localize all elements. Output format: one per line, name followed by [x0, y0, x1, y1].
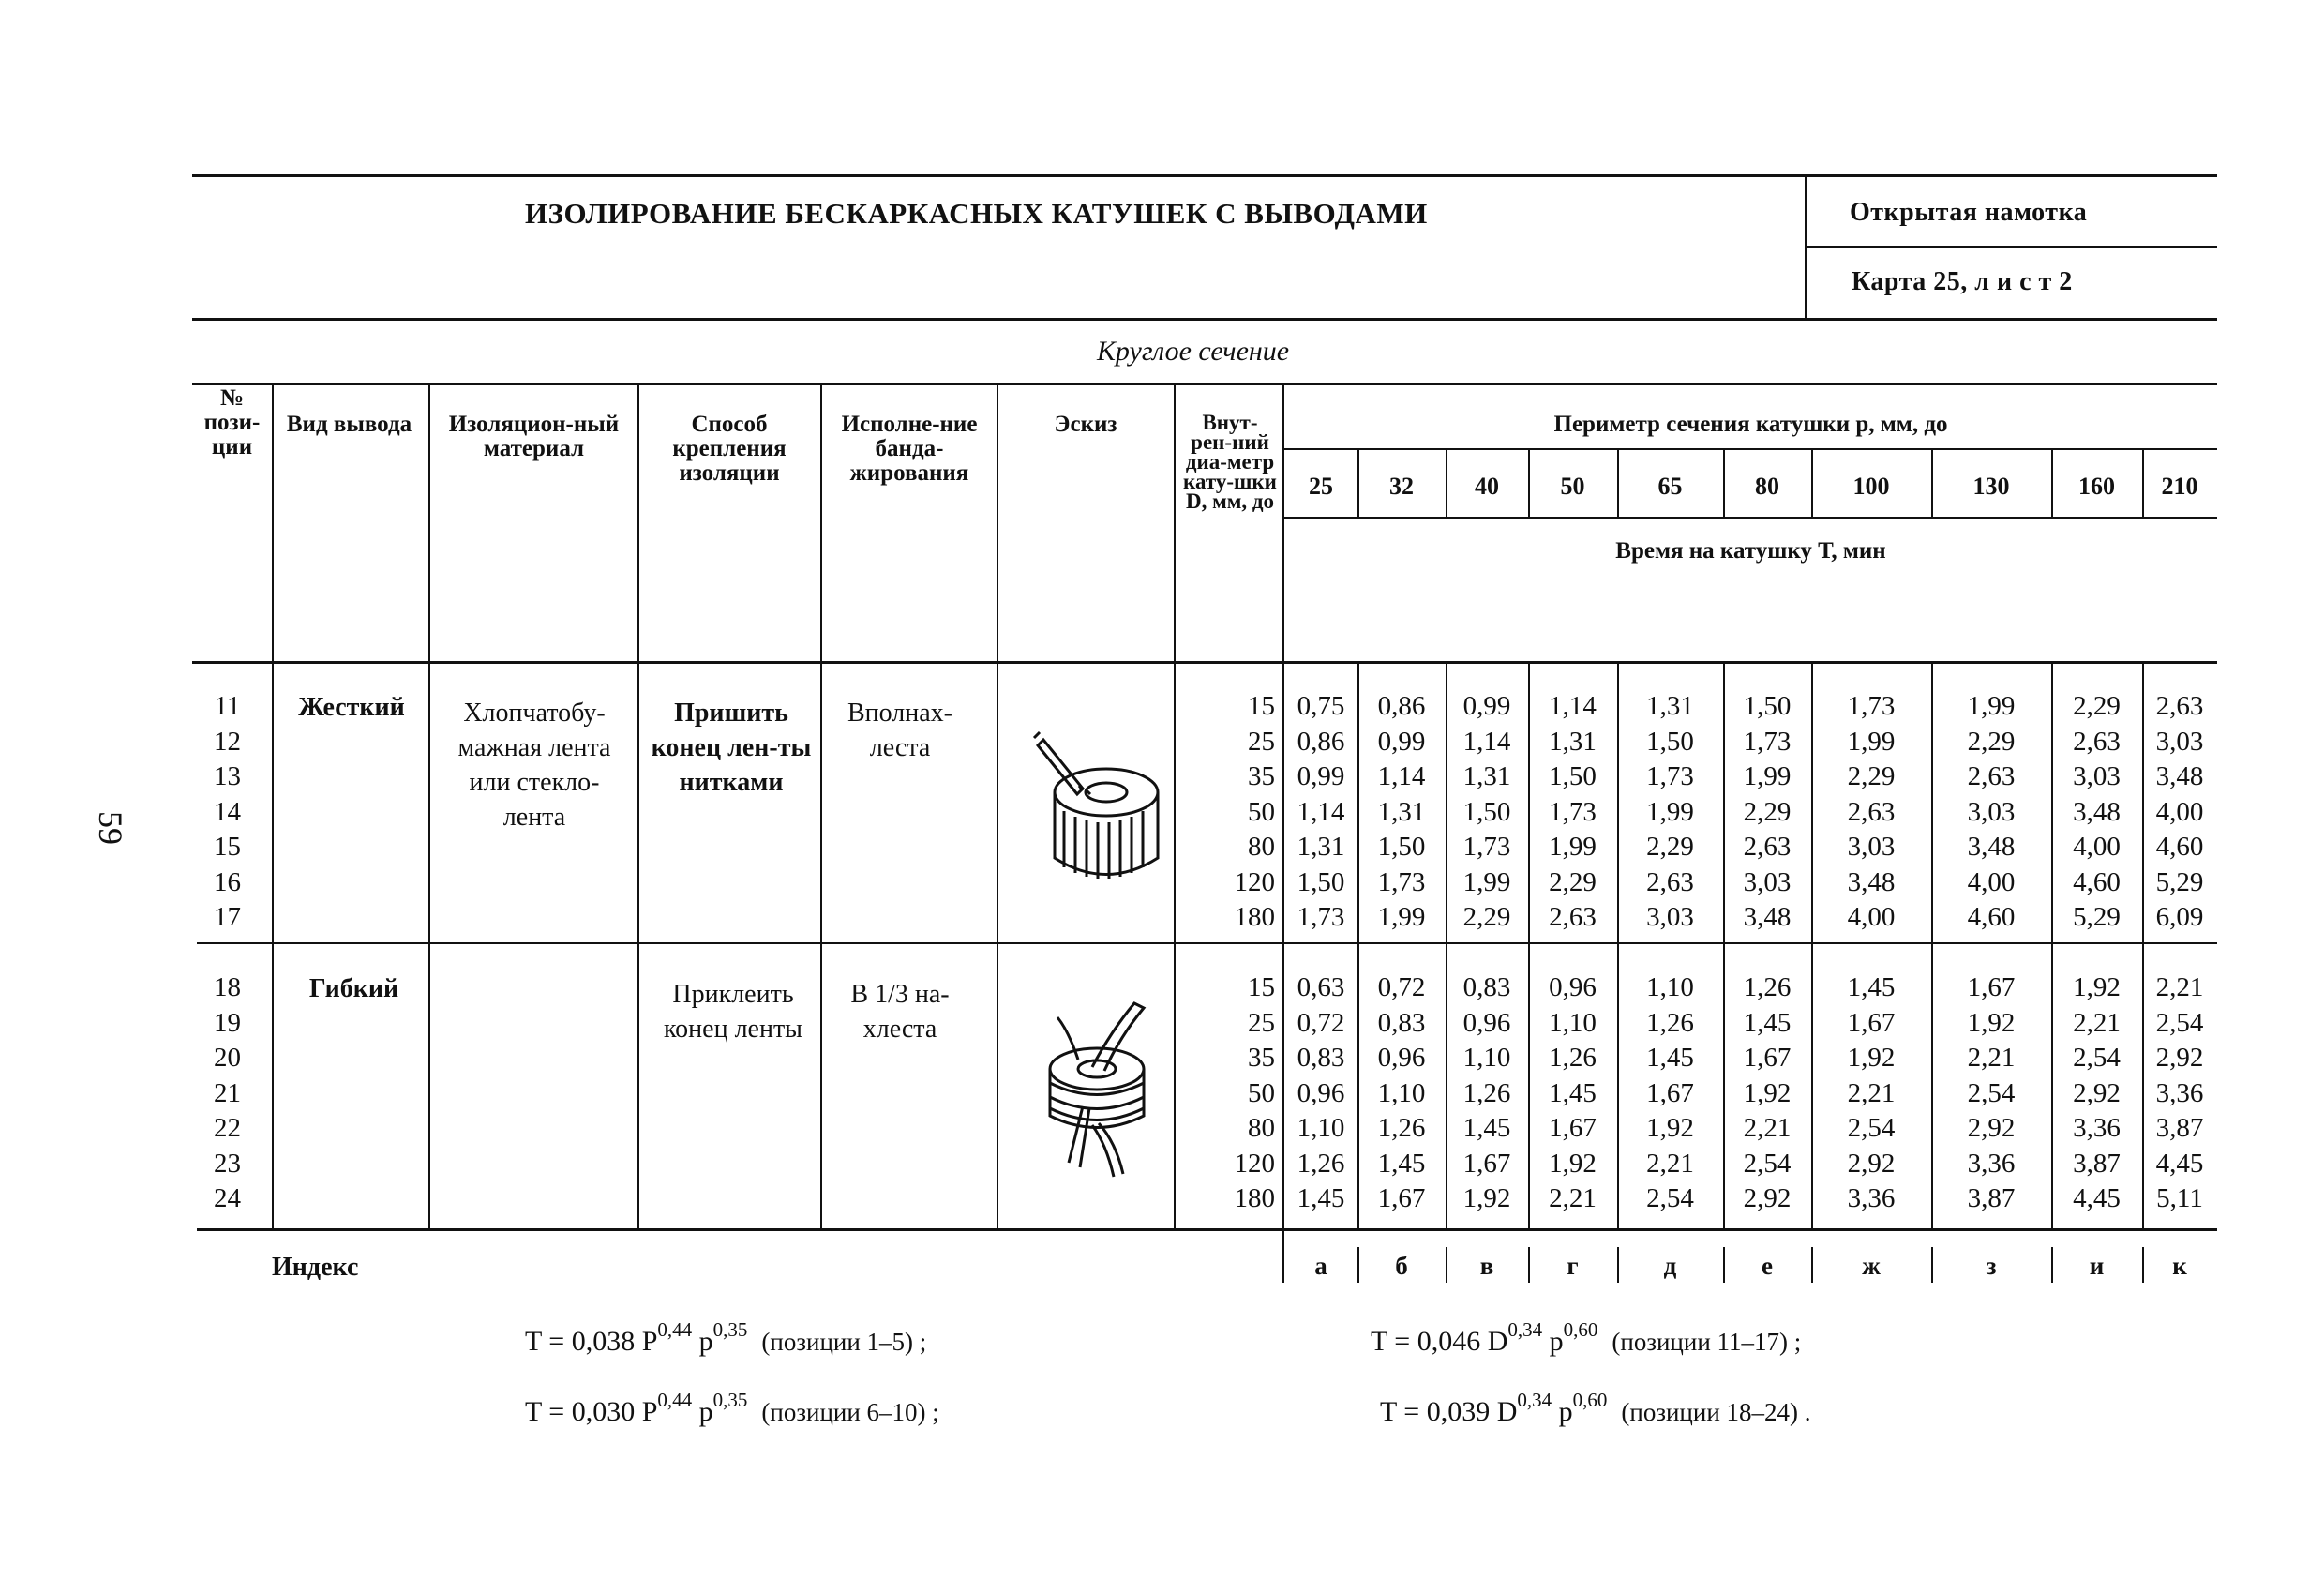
- diameter-value: 120: [1234, 1148, 1275, 1179]
- time-value: 1,92: [1549, 1148, 1597, 1179]
- time-value: 5,29: [2155, 866, 2204, 897]
- time-value: 1,31: [1297, 832, 1345, 862]
- perimeter-value-25: 25: [1309, 473, 1333, 500]
- time-value: 1,67: [1847, 1007, 1896, 1038]
- time-value: 3,36: [2073, 1113, 2121, 1143]
- col-header-material: Изоляцион-ный материал: [448, 412, 620, 461]
- time-value: 2,29: [1549, 866, 1597, 897]
- col-line-1: [272, 383, 274, 1231]
- time-value: 1,73: [1646, 761, 1694, 791]
- perimeter-value-130: 130: [1972, 473, 2010, 500]
- formula-4: T = 0,039 D$^{0,34}$ $p^{0,60}$ (позиции 18–24) .: [1380, 1389, 1811, 1427]
- time-value: 2,63: [1743, 832, 1792, 862]
- group-divider-rule: [197, 942, 2217, 944]
- time-value: 3,36: [2155, 1077, 2204, 1108]
- time-value: 2,92: [2073, 1077, 2121, 1108]
- diameter-value: 50: [1248, 1077, 1275, 1108]
- group-flexible-positions: [192, 970, 262, 1217]
- col-header-sketch: Эскиз: [1054, 412, 1117, 437]
- time-value: 1,26: [1462, 1077, 1511, 1108]
- time-value: 2,21: [1743, 1113, 1792, 1143]
- position-number: 21: [214, 1077, 241, 1108]
- time-value: 1,45: [1646, 1043, 1694, 1073]
- time-value: 2,54: [2155, 1007, 2204, 1038]
- time-value: 1,67: [1743, 1043, 1792, 1073]
- time-value: 0,75: [1297, 691, 1345, 721]
- time-value: 0,96: [1549, 972, 1597, 1002]
- time-value: 2,92: [1967, 1113, 2016, 1143]
- position-number: 24: [214, 1183, 241, 1213]
- section-subtitle: Круглое сечение: [1097, 336, 1290, 367]
- col-header-time: Время на катушку Т, мин: [1615, 538, 1886, 564]
- time-value: 4,00: [1847, 902, 1896, 932]
- time-value: 2,54: [1743, 1148, 1792, 1179]
- time-value: 1,45: [1549, 1077, 1597, 1108]
- time-value: 1,10: [1462, 1043, 1511, 1073]
- col-line-6: [1174, 383, 1176, 1231]
- diameter-value: 25: [1248, 726, 1275, 757]
- time-value: 2,21: [2155, 972, 2204, 1002]
- time-value: 1,92: [1847, 1043, 1896, 1073]
- position-number: 14: [214, 796, 241, 827]
- time-value: 1,45: [1297, 1183, 1345, 1213]
- index-letter-8: и: [2089, 1252, 2105, 1280]
- time-value: 1,50: [1549, 761, 1597, 791]
- time-value: 5,11: [2156, 1183, 2203, 1213]
- time-value: 1,92: [1462, 1183, 1511, 1213]
- time-value: 1,10: [1377, 1077, 1426, 1108]
- time-value: 3,03: [1847, 832, 1896, 862]
- time-value: 0,86: [1297, 726, 1345, 757]
- time-value: 1,92: [1743, 1077, 1792, 1108]
- winding-type: Открытая намотка: [1850, 198, 2088, 227]
- time-value: 1,67: [1462, 1148, 1511, 1179]
- time-value: 2,21: [2073, 1007, 2121, 1038]
- diameter-value: 50: [1248, 796, 1275, 827]
- header-divider: [1805, 174, 1807, 321]
- diameter-value: 180: [1234, 902, 1275, 932]
- time-value: 3,03: [1646, 902, 1694, 932]
- time-value: 1,31: [1549, 726, 1597, 757]
- time-value: 6,09: [2155, 902, 2204, 932]
- perimeter-value-40: 40: [1475, 473, 1499, 500]
- time-value: 2,63: [2155, 691, 2204, 721]
- perimeter-header-rule: [1284, 448, 2217, 450]
- time-value: 0,99: [1462, 691, 1511, 721]
- time-value: 1,73: [1462, 832, 1511, 862]
- position-number: 15: [214, 832, 241, 862]
- top-rule: [192, 174, 2217, 177]
- time-value: 1,99: [1743, 761, 1792, 791]
- time-value: 1,67: [1377, 1183, 1426, 1213]
- time-value: 3,48: [1743, 902, 1792, 932]
- time-value: 0,83: [1462, 972, 1511, 1002]
- time-value: 1,92: [1646, 1113, 1694, 1143]
- group-rigid-positions: [192, 689, 262, 936]
- time-header-rule: [1284, 517, 2217, 519]
- table-bottom-rule: [197, 1228, 2217, 1231]
- time-value: 3,48: [1967, 832, 2016, 862]
- diameter-value: 35: [1248, 761, 1275, 791]
- time-value: 1,67: [1549, 1113, 1597, 1143]
- time-value: 1,99: [1377, 902, 1426, 932]
- position-number: 20: [214, 1043, 241, 1073]
- col-line-2: [428, 383, 430, 1231]
- col-line-5: [997, 383, 998, 1231]
- index-letter-0: а: [1314, 1252, 1327, 1280]
- table-header-bottom-rule: [192, 661, 2217, 664]
- time-value: 1,50: [1743, 691, 1792, 721]
- fastening-rigid: Пришить конец лен-ты нитками: [651, 699, 812, 797]
- header-right-rule: [1805, 246, 2217, 248]
- time-value: 1,14: [1462, 726, 1511, 757]
- time-value: 1,26: [1297, 1148, 1345, 1179]
- time-value: 2,54: [1847, 1113, 1896, 1143]
- time-value: 1,14: [1377, 761, 1426, 791]
- position-number: 18: [214, 972, 241, 1002]
- time-value: 3,87: [2073, 1148, 2121, 1179]
- time-value: 2,63: [1967, 761, 2016, 791]
- perimeter-value-80: 80: [1755, 473, 1779, 500]
- insulation-material: Хлопчатобу-мажная лента или стекло-лента: [457, 699, 611, 832]
- time-value: 1,26: [1743, 972, 1792, 1002]
- time-value: 0,99: [1377, 726, 1426, 757]
- time-value: 1,73: [1743, 726, 1792, 757]
- time-value: 5,29: [2073, 902, 2121, 932]
- time-value: 1,31: [1462, 761, 1511, 791]
- time-value: 1,73: [1847, 691, 1896, 721]
- diameter-value: 25: [1248, 1007, 1275, 1038]
- time-value: 2,29: [1646, 832, 1694, 862]
- index-letter-6: ж: [1862, 1252, 1881, 1280]
- col-header-position: № пози-ции: [203, 385, 261, 459]
- time-value: 1,92: [1967, 1007, 2016, 1038]
- time-value: 0,83: [1377, 1007, 1426, 1038]
- time-value: 1,92: [2073, 972, 2121, 1002]
- time-value: 2,63: [1847, 796, 1896, 827]
- time-value: 1,99: [1549, 832, 1597, 862]
- time-value: 0,72: [1297, 1007, 1345, 1038]
- time-value: 4,00: [2073, 832, 2121, 862]
- position-number: 12: [214, 726, 241, 757]
- position-number: 19: [214, 1007, 241, 1038]
- time-value: 0,96: [1462, 1007, 1511, 1038]
- time-value: 4,45: [2155, 1148, 2204, 1179]
- position-number: 23: [214, 1148, 241, 1179]
- index-letter-3: г: [1567, 1252, 1579, 1280]
- perimeter-value-210: 210: [2161, 473, 2198, 500]
- position-number: 22: [214, 1113, 241, 1143]
- perimeter-value-65: 65: [1657, 473, 1683, 500]
- time-value: 1,45: [1377, 1148, 1426, 1179]
- diameter-value: 180: [1234, 1183, 1275, 1213]
- perimeter-value-50: 50: [1560, 473, 1585, 500]
- time-value: 0,96: [1297, 1077, 1345, 1108]
- card-number: Карта 25, л и с т 2: [1852, 267, 2073, 296]
- time-value: 1,26: [1377, 1113, 1426, 1143]
- time-value: 2,21: [1549, 1183, 1597, 1213]
- position-number: 17: [214, 902, 241, 932]
- time-value: 1,99: [1462, 866, 1511, 897]
- table-top-rule: [192, 383, 2217, 385]
- time-value: 3,48: [2073, 796, 2121, 827]
- col-header-perimeter: Периметр сечения катушки р, мм, до: [1553, 412, 1948, 437]
- time-value: 1,10: [1297, 1113, 1345, 1143]
- position-number: 11: [214, 691, 241, 721]
- time-value: 3,03: [1967, 796, 2016, 827]
- time-value: 1,50: [1297, 866, 1345, 897]
- time-value: 1,45: [1743, 1007, 1792, 1038]
- time-value: 0,99: [1297, 761, 1345, 791]
- time-value: 2,63: [1646, 866, 1694, 897]
- lead-type-flexible: Гибкий: [308, 974, 399, 1003]
- time-value: 0,86: [1377, 691, 1426, 721]
- formula-2: T = 0,030 P$^{0,44}$ $p^{0,35}$ (позиции 6–10) ;: [525, 1389, 939, 1427]
- index-label: Индекс: [272, 1253, 359, 1282]
- index-letter-1: б: [1395, 1252, 1408, 1280]
- time-value: 3,03: [2155, 726, 2204, 757]
- time-value: 1,50: [1646, 726, 1694, 757]
- time-value: 4,00: [2155, 796, 2204, 827]
- col-line-4: [820, 383, 822, 1231]
- time-value: 1,73: [1549, 796, 1597, 827]
- index-letter-5: е: [1762, 1252, 1773, 1280]
- time-value: 1,99: [1847, 726, 1896, 757]
- index-letter-9: к: [2172, 1252, 2187, 1280]
- formula-3: T = 0,046 D$^{0,34}$ $p^{0,60}$ (позиции 11–17) ;: [1371, 1318, 1802, 1357]
- index-letter-4: д: [1663, 1252, 1677, 1280]
- perimeter-value-32: 32: [1389, 473, 1414, 500]
- time-value: 2,92: [1743, 1183, 1792, 1213]
- time-value: 1,45: [1462, 1113, 1511, 1143]
- toroid-coil-flexible-lead-icon: [1041, 994, 1172, 1181]
- diameter-value: 80: [1248, 832, 1275, 862]
- time-value: 1,67: [1646, 1077, 1694, 1108]
- time-value: 1,26: [1549, 1043, 1597, 1073]
- diameter-value: 15: [1248, 691, 1275, 721]
- perimeter-value-100: 100: [1852, 473, 1890, 500]
- time-value: 2,92: [1847, 1148, 1896, 1179]
- time-value: 3,48: [2155, 761, 2204, 791]
- time-value: 0,96: [1377, 1043, 1426, 1073]
- time-value: 0,63: [1297, 972, 1345, 1002]
- time-value: 2,29: [1967, 726, 2016, 757]
- time-value: 1,45: [1847, 972, 1896, 1002]
- time-value: 2,92: [2155, 1043, 2204, 1073]
- perimeter-value-160: 160: [2078, 473, 2115, 500]
- time-value: 2,21: [1646, 1148, 1694, 1179]
- diameter-value: 15: [1248, 972, 1275, 1002]
- time-value: 2,63: [2073, 726, 2121, 757]
- banding-rigid: Вполнах-леста: [847, 699, 952, 762]
- time-value: 2,29: [1743, 796, 1792, 827]
- time-value: 2,29: [2073, 691, 2121, 721]
- time-value: 1,14: [1549, 691, 1597, 721]
- col-header-fastening: Способ крепления изоляции: [672, 412, 787, 486]
- time-value: 1,73: [1377, 866, 1426, 897]
- time-value: 4,60: [2073, 866, 2121, 897]
- page-title: ИЗОЛИРОВАНИЕ БЕСКАРКАСНЫХ КАТУШЕК С ВЫВОДАМИ: [525, 197, 1428, 230]
- time-value: 3,03: [2073, 761, 2121, 791]
- time-value: 1,26: [1646, 1007, 1694, 1038]
- diameter-value: 35: [1248, 1043, 1275, 1073]
- time-value: 2,54: [1967, 1077, 2016, 1108]
- diameter-value: 80: [1248, 1113, 1275, 1143]
- formula-1: T = 0,038 P$^{0,44}$ $p^{0,35}$ (позиции 1–5) ;: [525, 1318, 927, 1357]
- time-value: 4,45: [2073, 1183, 2121, 1213]
- time-value: 3,36: [1967, 1148, 2016, 1179]
- time-value: 4,00: [1967, 866, 2016, 897]
- time-value: 0,83: [1297, 1043, 1345, 1073]
- col-header-banding: Исполне-ние банда-жирования: [841, 412, 978, 486]
- time-value: 2,21: [1847, 1077, 1896, 1108]
- time-value: 3,48: [1847, 866, 1896, 897]
- time-value: 1,50: [1377, 832, 1426, 862]
- time-value: 1,73: [1297, 902, 1345, 932]
- time-value: 1,67: [1967, 972, 2016, 1002]
- time-value: 3,87: [2155, 1113, 2204, 1143]
- page-number: 59: [92, 811, 129, 845]
- time-value: 1,50: [1462, 796, 1511, 827]
- time-value: 1,99: [1646, 796, 1694, 827]
- time-value: 1,14: [1297, 796, 1345, 827]
- index-letter-7: з: [1986, 1252, 1997, 1280]
- lead-type-rigid: Жесткий: [298, 693, 405, 722]
- time-value: 1,10: [1549, 1007, 1597, 1038]
- time-value: 3,03: [1743, 866, 1792, 897]
- fastening-flexible: Приклеить конец ленты: [663, 980, 802, 1044]
- time-value: 3,87: [1967, 1183, 2016, 1213]
- time-value: 1,31: [1377, 796, 1426, 827]
- time-value: 2,29: [1847, 761, 1896, 791]
- col-line-3: [637, 383, 639, 1231]
- time-value: 1,99: [1967, 691, 2016, 721]
- position-number: 16: [214, 866, 241, 897]
- time-value: 4,60: [2155, 832, 2204, 862]
- time-value: 1,10: [1646, 972, 1694, 1002]
- time-value: 2,54: [1646, 1183, 1694, 1213]
- diameter-value: 120: [1234, 866, 1275, 897]
- time-value: 0,72: [1377, 972, 1426, 1002]
- time-value: 1,31: [1646, 691, 1694, 721]
- col-header-diameter: Внут-рен-ний диа-метр кату-шки D, мм, до: [1183, 411, 1277, 513]
- time-value: 2,29: [1462, 902, 1511, 932]
- index-letter-2: в: [1479, 1252, 1494, 1280]
- toroid-coil-rigid-lead-icon: [1027, 727, 1162, 895]
- position-number: 13: [214, 761, 241, 791]
- time-value: 3,36: [1847, 1183, 1896, 1213]
- banding-flexible: В 1/3 на-хлеста: [850, 980, 950, 1044]
- time-value: 2,54: [2073, 1043, 2121, 1073]
- time-value: 4,60: [1967, 902, 2016, 932]
- col-header-lead-type: Вид вывода: [286, 412, 412, 437]
- time-value: 2,21: [1967, 1043, 2016, 1073]
- time-value: 2,63: [1549, 902, 1597, 932]
- header-bottom-rule: [192, 318, 2217, 321]
